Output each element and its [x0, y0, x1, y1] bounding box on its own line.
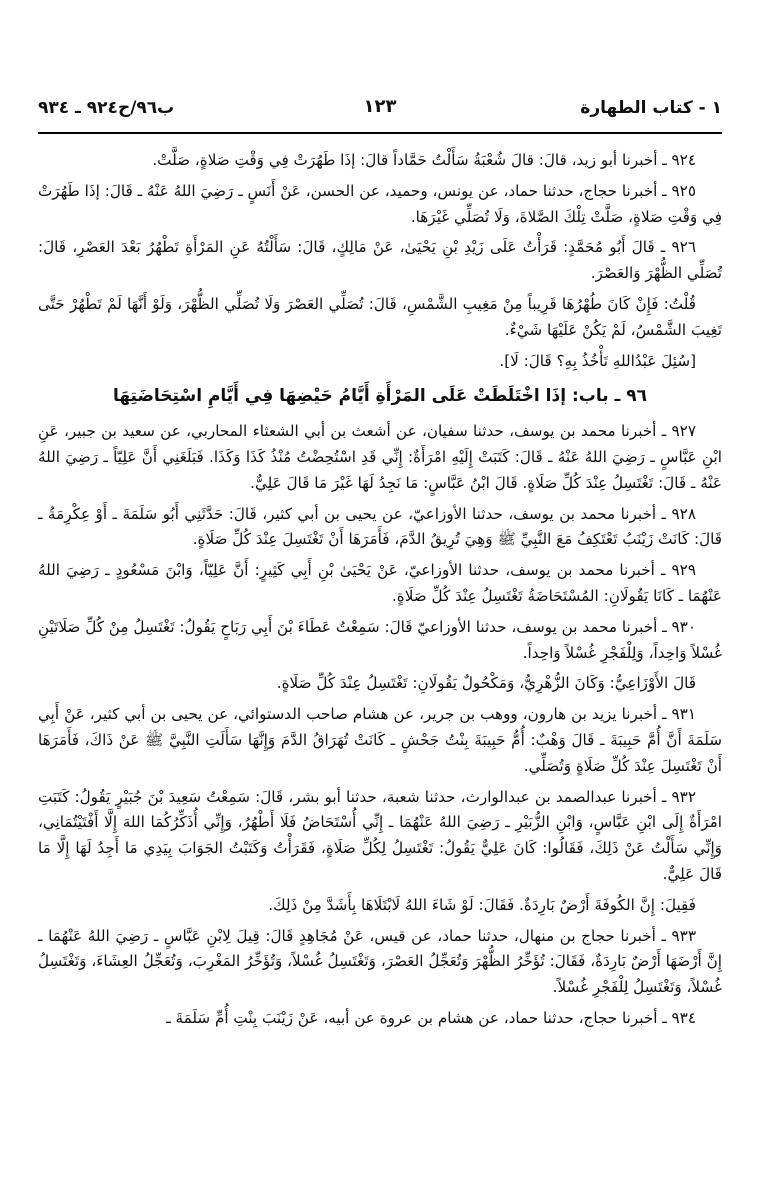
paragraph: ٩٢٤ ـ أخبرنا أبو زيد، قالَ: قالَ شُعْبَةُ سَأَلْتُ حَمَّاداً قالَ: إذَا طَهُرَتْ فِي وَقْتِ صَلاةٍ، صَلَّتْ.: [152, 151, 696, 169]
paragraph: قَالَ الأَوْزَاعِيُّ: وَكَانَ الزُّهْرِيُّ، وَمَكْحُولٌ يَقُولَانِ: تَغْتَسِلُ عِنْدَ كُلِّ صَلَاةٍ.: [276, 674, 696, 693]
page-body: [38, 148, 722, 1037]
paragraph: ٩٣١ ـ أخبرنا يزيد بن هارون، ووهب بن جرير، عن هشام صاحب الدستوائي، عن يحيى بن أبي كثير، عَنْ أَبِي سَلَمَةَ أَنَّ أُمَّ حَبِيبَةَ ـ قَالَ وَهْبٌ: أُمُّ حَبِيبَةَ بِنْتُ جَحْشٍ ـ كَانَتْ تُهَرَاقُ الدَّمَ وَإِنَّهَا سَأَلَتِ النَّبِيَّ ﷺ عَنْ ذَاكَ، فَأَمَرَهَا أَنْ تَغْتَسِلَ عِنْدَ كُلِّ صَلَاةٍ وَتُصَلِّي.: [38, 705, 722, 775]
paragraph: قُلْتُ: فَإِنْ كَانَ طُهْرُهَا قَرِيباً مِنْ مَغِيبِ الشَّمْسِ، قَالَ: تُصَلِّي العَصْرَ وَلَا تُصَلِّي الظُّهْرَ، وَلَوْ أَنَّهَا لَمْ تَطْهُرْ حَتَّى تَغِيبَ الشَّمْسُ، لَمْ يَكُنْ عَلَيْهَا شَيْءٌ.: [38, 294, 722, 339]
paragraph: فَقِيلَ: إِنَّ الكُوفَةَ أَرْضٌ بَارِدَةٌ. فَقَالَ: لَوْ شَاءَ اللهُ لَابْتَلَاهَا بِأَشَدَّ مِنْ ذَلِكَ.: [268, 895, 696, 914]
paragraph: ٩٢٦ ـ قَالَ أَبُو مُحَمَّدٍ: قَرَأْتُ عَلَى زَيْدِ بْنِ يَحْيَىٰ، عَنْ مَالِكٍ، قَالَ: سَأَلْتُهُ عَنِ المَرْأَةِ تَطْهُرُ بَعْدَ العَصْرِ، قَالَ: تُصَلِّي الظُّهْرَ وَالعَصْرَ.: [38, 238, 722, 283]
paragraph: ٩٢٥ ـ أخبرنا حجاج، حدثنا حماد، عن يونس، وحميد، عن الحسن، عَنْ أَنَسٍ ـ رَضِيَ اللهُ عَنْهُ ـ قَالَ: إذَا طَهُرَتْ فِي وَقْتِ صَلاةٍ، صَلَّتْ تِلْكَ الصَّلاةَ، وَلَا تُصَلِّي غَيْرَهَا.: [38, 181, 722, 226]
paragraph: ٩٢٧ ـ أخبرنا محمد بن يوسف، حدثنا سفيان، عن أشعث بن أبي الشعثاء المحاربي، عن سعيد بن جبير، عَنِ ابْنِ عَبَّاسٍ ـ رَضِيَ اللهُ عَنْهُ ـ قَالَ: كَتَبَتْ إِلَيْهِ امْرَأَةٌ: إِنِّي قَدِ اسْتُحِضْتُ مُنْذُ كَذَا وَكَذَا. فَبَلَغَنِي أَنَّ عَلِيّاً ـ رَضِيَ اللهُ عَنْهُ ـ قَالَ: تَغْتَسِلُ عِنْدَ كُلِّ صَلَاةٍ. قَالَ ابْنُ عَبَّاسٍ: مَا نَجِدُ لَهَا غَيْرَ مَا قَالَ عَلِيٌّ.: [38, 422, 722, 492]
page-header: [38, 92, 722, 134]
hadith-range: ب٩٦/ح٩٢٤ ـ ٩٣٤: [38, 98, 175, 118]
paragraph: ٩٣٤ ـ أخبرنا حجاج، حدثنا حماد، عن هشام بن عروة عن أبيه، عَنْ زَيْنَبَ بِنْتِ أُمِّ سَلَمَةَ ـ: [166, 1008, 696, 1027]
paragraph: [سُئِلَ عَبْدُاللهِ تَأْخُذُ بِهِ؟ قَالَ: لَا].: [499, 351, 696, 370]
chapter-title: ١ - كتاب الطهارة: [580, 98, 722, 118]
page-number: ١٢٣: [363, 96, 397, 117]
paragraph: ٩٢٨ ـ أخبرنا محمد بن يوسف، حدثنا الأوزاعيّ، عن يحيى بن أبي كثير، قَالَ: حَدَّثَنِي أَبُو سَلَمَةَ ـ أَوْ عِكْرِمَةُ ـ قَالَ: كَانَتْ زَيْنَبُ تَعْتَكِفُ مَعَ النَّبِيِّ ﷺ وَهِيَ تُرِيقُ الدَّمَ، فَأَمَرَهَا أَنْ تَغْتَسِلَ عِنْدَ كُلِّ صَلَاةٍ.: [38, 504, 722, 549]
paragraph: ٩٢٩ ـ أخبرنا محمد بن يوسف، حدثنا الأوزاعيّ، عَنْ يَحْيَىٰ بْنِ أَبِي كَثِيرٍ: أَنَّ عَلِيّاً، وَابْنَ مَسْعُودٍ ـ رَضِيَ اللهُ عَنْهُمَا ـ كَانَا يَقُولَانِ: المُسْتَحَاضَةُ تَغْتَسِلُ عِنْدَ كُلِّ صَلَاةٍ.: [38, 561, 722, 605]
paragraph: ٩٣٠ ـ أخبرنا محمد بن يوسف، حدثنا الأوزاعيّ قَالَ: سَمِعْتُ عَطَاءَ بْنَ أَبِي رَبَاحٍ يَقُولُ: تَغْتَسِلُ مِنْ كُلِّ صَلَاتَيْنِ غُسْلاً وَاحِداً، وَلِلْفَجْرِ غُسْلاً وَاحِداً.: [38, 617, 722, 662]
paragraph: ٩٣٣ ـ أخبرنا حجاج بن منهال، حدثنا حماد، عن قيس، عَنْ مُجَاهِدٍ قَالَ: قِيلَ لِابْنِ عَبَّاسٍ ـ رَضِيَ اللهُ عَنْهُمَا ـ إِنَّ أَرْضَهَا أَرْضٌ بَارِدَةٌ، فَقَالَ: تُؤَخِّرُ الظُّهْرَ وَتُعَجِّلُ العَصْرَ، وَتَغْتَسِلُ غُسْلاً، وَتُؤَخِّرُ المَغْرِبَ، وَتُعَجِّلُ العِشَاءَ، وَتَغْتَسِلُ غُسْلاً، وَتَغْتَسِلُ لِلْفَجْرِ غُسْلاً.: [38, 926, 722, 997]
chapter-heading: ٩٦ ـ باب: إذَا اخْتَلَطَتْ عَلَى المَرْأَةِ أَيَّامُ حَيْضِهَا فِي أَيَّامِ اسْتِحَاضَتِهَا: [112, 386, 648, 407]
paragraph: ٩٣٢ ـ أخبرنا عبدالصمد بن عبدالوارث، حدثنا شعبة، حدثنا أبو بشر، قَالَ: سَمِعْتُ سَعِيدَ بْنَ جُبَيْرٍ يَقُولُ: كَتَبَتِ امْرَأَةٌ إِلَى ابْنِ عَبَّاسٍ، وَابْنِ الزُّبَيْرِ ـ رَضِيَ اللهُ عَنْهُمَا ـ إِنِّي أُسْتَحَاضُ فَلَا أَطْهُرُ، وَإِنِّي أُذَكِّرُكُمَا اللهَ إِلَّا أَفْتَيْتُمَانِي، وَإِنِّي سَأَلْتُ عَنْ ذَلِكَ، فَقَالُوا: كَانَ عَلِيٌّ يَقُولُ: تَغْتَسِلُ لِكُلِّ صَلَاةٍ، فَقَرَأْتُ وَكَتَبْتُ الجَوَابَ بِيَدِي مَا أَجِدُ لَهَا إِلَّا مَا قَالَ عَلِيٌّ.: [38, 787, 722, 883]
